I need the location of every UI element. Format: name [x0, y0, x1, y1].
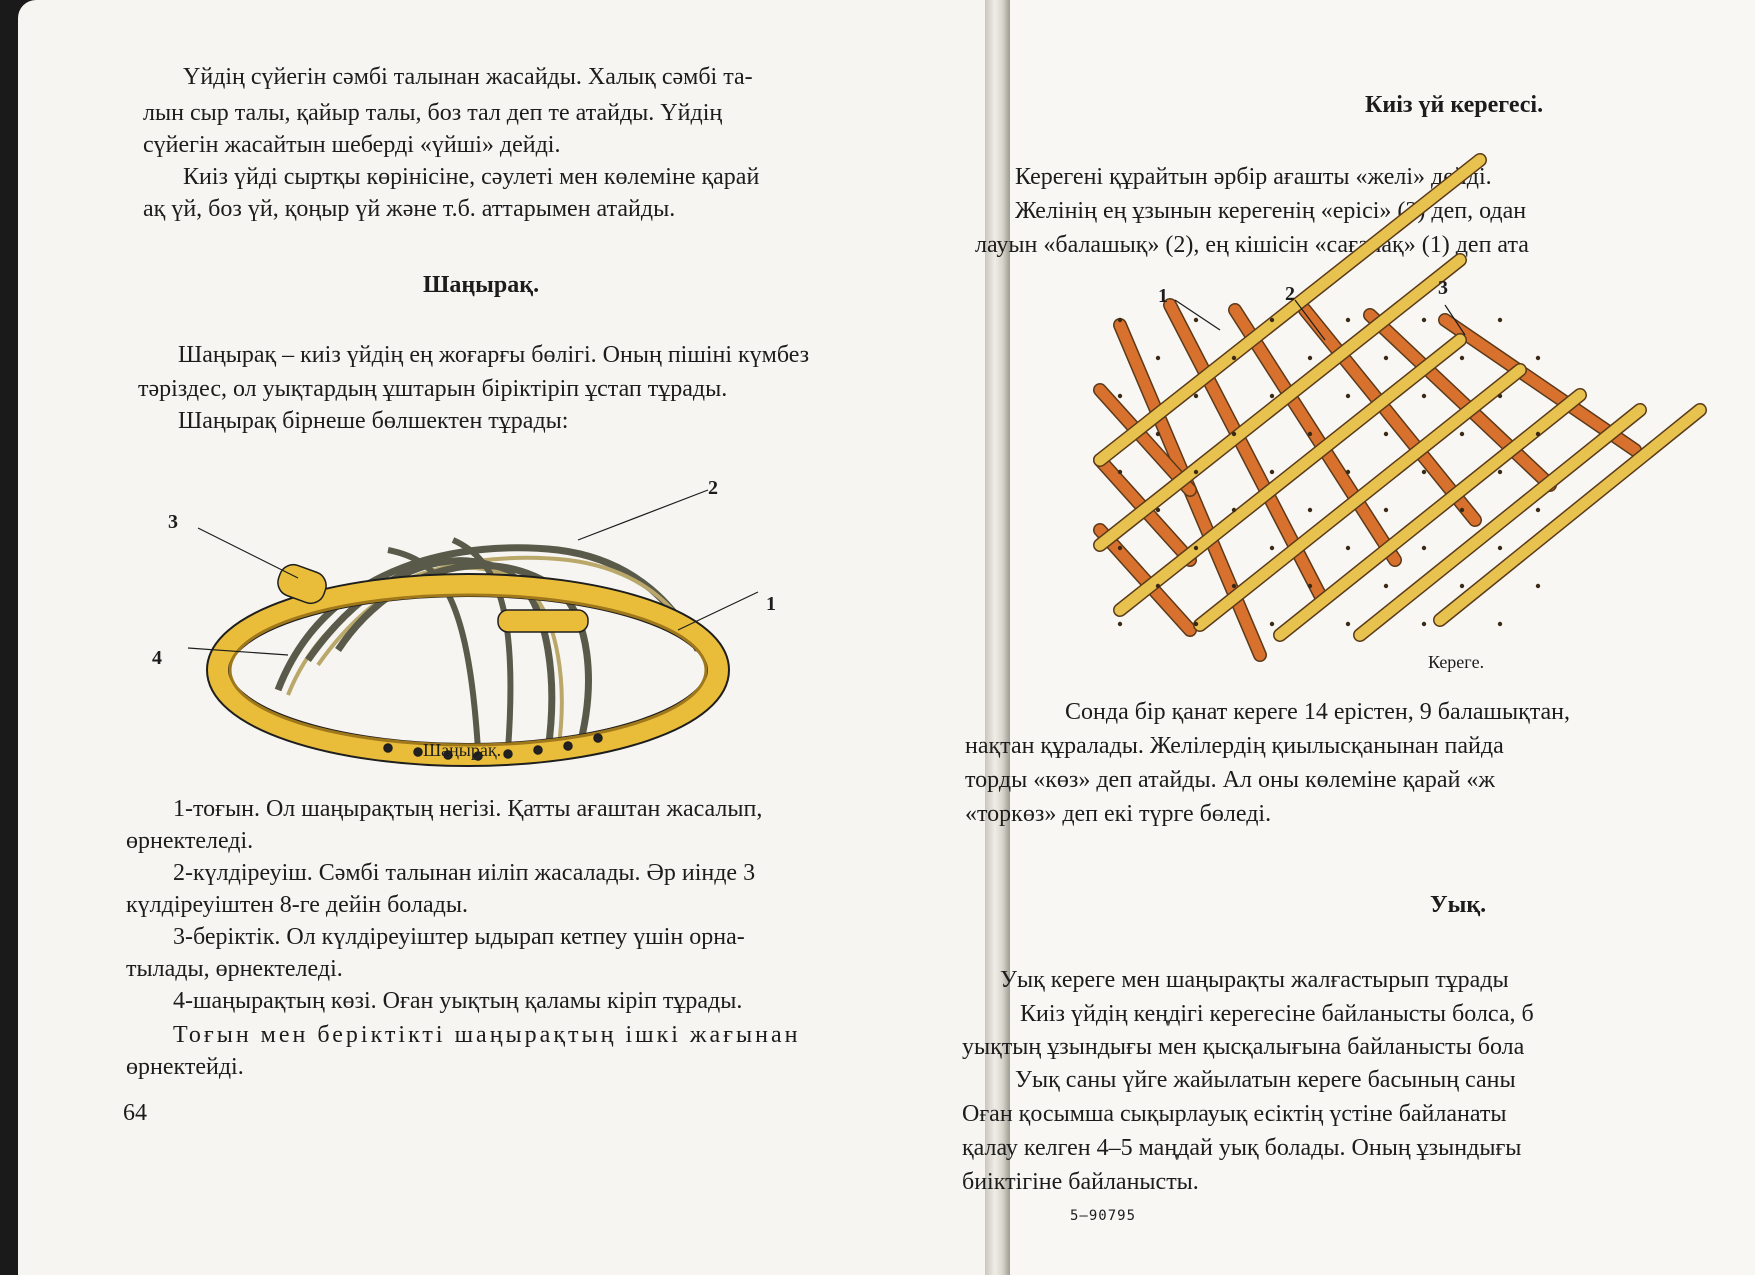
- para3-line: Уық кереге мен шаңырақты жалғастырып тұрады: [1000, 967, 1509, 993]
- lattice-rivet: [1346, 470, 1350, 474]
- label-3: 3: [168, 511, 178, 533]
- part-line: өрнектейді.: [126, 1054, 244, 1080]
- kerege-label-3: 3: [1438, 277, 1448, 299]
- lattice-rivet: [1308, 432, 1312, 436]
- kerege-illustration: [1080, 277, 1590, 660]
- para3-line: қалау келген 4–5 маңдай уық болады. Оның ұзындығы: [962, 1135, 1522, 1161]
- lattice-rivet: [1232, 508, 1236, 512]
- label-2: 2: [708, 477, 718, 499]
- para3-line: Уық саны үйге жайылатын кереге басының саны: [1015, 1067, 1516, 1093]
- intro-line: Киіз үйді сыртқы көрінісіне, сәулеті мен көлеміне қарай: [183, 164, 760, 190]
- lattice-rivet: [1118, 318, 1122, 322]
- lattice-rivet: [1422, 546, 1426, 550]
- print-code: 5—90795: [1070, 1208, 1137, 1224]
- figure-caption-shanyrak: Шаңырақ.: [423, 740, 502, 760]
- lattice-rivet: [1118, 622, 1122, 626]
- lattice-rivet: [1536, 356, 1540, 360]
- lattice-rivet: [1498, 470, 1502, 474]
- lattice-rivet: [1194, 470, 1198, 474]
- right-page: [962, 0, 1755, 1275]
- lattice-rivet: [1346, 318, 1350, 322]
- lattice-rivet: [1346, 394, 1350, 398]
- lattice-rivet: [1460, 356, 1464, 360]
- lattice-rivet: [1156, 584, 1160, 588]
- intro-line: Үйдің сүйегін сәмбі талынан жасайды. Халық сәмбі та-: [183, 64, 753, 90]
- para3-line: биіктігіне байланысты.: [962, 1169, 1199, 1195]
- kerege-label-2: 2: [1285, 283, 1295, 305]
- lattice-rivet: [1346, 546, 1350, 550]
- lattice-rivet: [1194, 546, 1198, 550]
- part-line: 1-тоғын. Ол шаңырақтың негізі. Қатты ағаштан жасалып,: [173, 796, 763, 822]
- lattice-rivet: [1270, 394, 1274, 398]
- para3-line: Киіз үйдің кеңдігі керегесіне байланысты болса, б: [1020, 1001, 1534, 1027]
- part-line: күлдіреуіштен 8-ге дейін болады.: [126, 892, 468, 918]
- lattice-rivet: [1270, 622, 1274, 626]
- para2-line: нақтан құралады. Желілердің қиылысқанынан пайда: [965, 733, 1504, 759]
- lattice-rivet: [1308, 356, 1312, 360]
- part-line: Тоғын мен беріктікті шаңырақтың ішкі жағынан: [173, 1022, 801, 1048]
- lattice-rivet: [1460, 584, 1464, 588]
- kerege-label-1: 1: [1158, 285, 1168, 307]
- lattice-rivet: [1498, 394, 1502, 398]
- lattice-rivet: [1460, 432, 1464, 436]
- intro-line: ақ үй, боз үй, қоңыр үй және т.б. аттарымен атайды.: [143, 196, 676, 222]
- lattice-rivet: [1118, 394, 1122, 398]
- lattice-rivet: [1194, 318, 1198, 322]
- section-title-shanyrak: Шаңырақ.: [423, 272, 540, 298]
- lattice-rivet: [1422, 394, 1426, 398]
- book-gutter: [985, 0, 1010, 1275]
- lattice-rivet: [1422, 318, 1426, 322]
- lattice-rivet: [1498, 546, 1502, 550]
- para2-line: Сонда бір қанат кереге 14 ерістен, 9 балашықтан,: [1065, 699, 1571, 725]
- lattice-rivet: [1232, 584, 1236, 588]
- lattice-rivet: [1498, 622, 1502, 626]
- section-title-uyq: Уық.: [1430, 892, 1487, 918]
- lattice-rivet: [1384, 356, 1388, 360]
- part-line: 3-беріктік. Ол күлдіреуіштер ыдырап кетпеу үшін орна-: [173, 924, 745, 950]
- part-line: 2-күлдіреуіш. Сәмбі талынан иіліп жасалады. Әр иінде 3: [173, 860, 756, 886]
- left-page: [18, 0, 1003, 1275]
- lattice-rivet: [1194, 622, 1198, 626]
- lattice-rivet: [1308, 508, 1312, 512]
- lattice-rivet: [1498, 318, 1502, 322]
- para3-line: Оған қосымша сықырлауық есіктің үстіне байланаты: [962, 1101, 1507, 1127]
- intro-line: сүйегін жасайтын шеберді «үйші» дейді.: [143, 132, 561, 158]
- lattice-rivet: [1118, 470, 1122, 474]
- desc-line: тәріздес, ол уықтардың ұштарын біріктіріп ұстап тұрады.: [138, 376, 728, 402]
- desc-line: Шаңырақ бірнеше бөлшектен тұрады:: [178, 408, 569, 434]
- lattice-rivet: [1232, 356, 1236, 360]
- lattice-rivet: [1536, 432, 1540, 436]
- lattice-rivet: [1232, 432, 1236, 436]
- lattice-rivet: [1270, 318, 1274, 322]
- lattice-bar: [1280, 395, 1580, 635]
- kerege-intro-line: лауын «балашық» (2), ең кішісін «сағанақ» (1) деп ата: [975, 232, 1529, 258]
- lattice-rivet: [1156, 508, 1160, 512]
- part-line: тылады, өрнектеледі.: [126, 956, 343, 982]
- para2-line: торды «көз» деп атайды. Ал оны көлеміне қарай «ж: [965, 767, 1495, 793]
- lattice-rivet: [1422, 470, 1426, 474]
- lattice-rivet: [1384, 508, 1388, 512]
- lattice-rivet: [1270, 470, 1274, 474]
- lattice-rivet: [1422, 622, 1426, 626]
- page-number: 64: [123, 1100, 147, 1126]
- lattice-rivet: [1156, 356, 1160, 360]
- lattice-rivet: [1346, 622, 1350, 626]
- lattice-rivet: [1384, 432, 1388, 436]
- lattice-rivet: [1118, 546, 1122, 550]
- shanyrak-labels: [138, 470, 838, 680]
- lattice-rivet: [1384, 584, 1388, 588]
- desc-line: Шаңырақ – киіз үйдің ең жоғарғы бөлігі. Оның пішіні күмбез: [178, 342, 810, 368]
- lattice-rivet: [1194, 394, 1198, 398]
- label-1: 1: [766, 593, 776, 615]
- figure-caption-kerege: Керегe.: [1428, 652, 1485, 672]
- para3-line: уықтың ұзындығы мен қысқалығына байланысты бола: [962, 1034, 1525, 1060]
- lattice-rivet: [1308, 584, 1312, 588]
- part-line: өрнектеледі.: [126, 828, 254, 854]
- para2-line: «торкөз» деп екі түрге бөледі.: [965, 801, 1272, 827]
- intro-line: лын сыр талы, қайыр талы, боз тал деп те атайды. Үйдің: [143, 100, 723, 126]
- lattice-rivet: [1156, 432, 1160, 436]
- lattice-rivet: [1460, 508, 1464, 512]
- lattice-rivet: [1536, 508, 1540, 512]
- lattice-rivet: [1270, 546, 1274, 550]
- kerege-intro-line: Керегені құрайтын әрбір ағашты «желі» дейді.: [1015, 164, 1492, 190]
- lattice-bar: [1235, 310, 1395, 560]
- part-line: 4-шаңырақтың көзі. Оған уықтың қаламы кіріп тұрады.: [173, 988, 743, 1014]
- kerege-intro-line: Желінің ең ұзынын керегенің «ерісі» (3) деп, одан: [1015, 198, 1527, 224]
- label-4: 4: [152, 647, 162, 669]
- section-title-kerege: Киіз үй керегесі.: [1365, 92, 1544, 118]
- lattice-rivet: [1536, 584, 1540, 588]
